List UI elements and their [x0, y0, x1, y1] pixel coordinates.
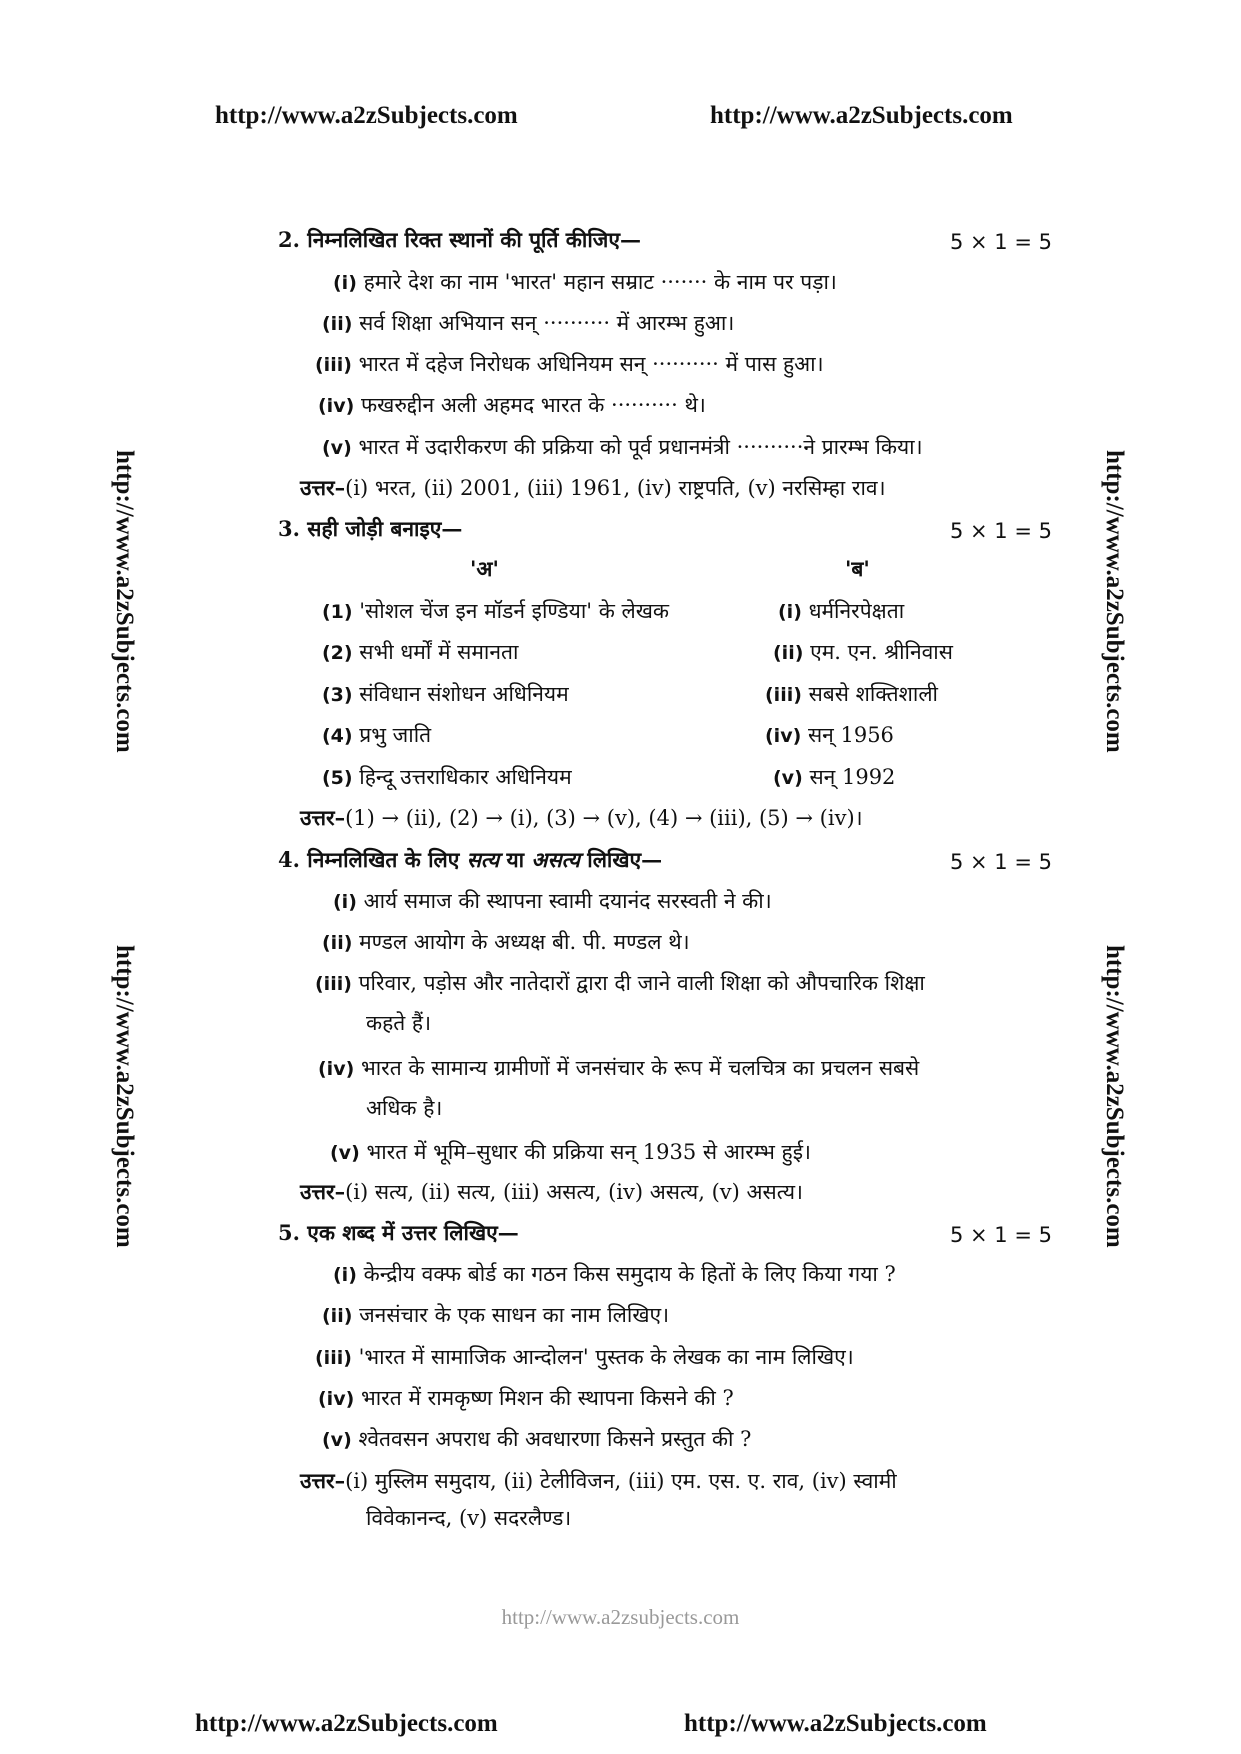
q5-marks: 5 × 1 = 5: [950, 1223, 1052, 1247]
q3-left-num: (3): [322, 684, 353, 706]
q4-item-text: भारत में भूमि–सुधार की प्रक्रिया सन् 1935 से आरम्भ हुई।: [366, 1140, 811, 1164]
q2-item: [315, 349, 824, 380]
q4-item-text: आर्य समाज की स्थापना स्वामी दयानंद सरस्वती ने की।: [363, 889, 772, 913]
q4-item: [322, 927, 690, 958]
q3-answer-text: (1) → (ii), (2) → (i), (3) → (v), (4) → (iii), (5) → (iv)।: [345, 806, 863, 830]
footer-url-right[interactable]: http://www.a2zSubjects.com: [684, 1710, 987, 1737]
q2-item-num: (iii): [315, 354, 352, 376]
q3-right-text: एम. एन. श्रीनिवास: [810, 640, 953, 664]
q5-item-num: (iv): [318, 1388, 355, 1410]
q5-title: [278, 1218, 519, 1248]
q5-item: [322, 1424, 751, 1455]
q2-item: [322, 432, 923, 463]
q3-right-num: (iii): [765, 684, 802, 706]
q3-left-num: (5): [322, 767, 353, 789]
q3-left-text: सभी धर्मों में समानता: [359, 640, 519, 664]
side-url-left-bottom[interactable]: http://www.a2zSubjects.com: [111, 945, 138, 1248]
q3-left-item: [322, 637, 518, 668]
q2-item-text: हमारे देश का नाम 'भारत' महान सम्राट ······· के नाम पर पड़ा।: [363, 270, 837, 294]
q3-left-item: [322, 762, 572, 793]
q3-left-num: (1): [322, 601, 353, 623]
column-a-heading: 'अ': [470, 556, 499, 581]
q2-marks: 5 × 1 = 5: [950, 230, 1052, 254]
answer-label: उत्तर–: [300, 475, 346, 500]
q4-title: [278, 845, 662, 875]
q5-number: 5.: [278, 1220, 300, 1245]
q3-right-text: धर्मनिरपेक्षता: [808, 599, 905, 623]
q4-item: [333, 886, 772, 917]
q3-left-item: [322, 679, 569, 710]
q2-item-text: भारत में दहेज निरोधक अधिनियम सन् ·········· में पास हुआ।: [358, 352, 824, 376]
q5-answer-continuation: विवेकानन्द, (v) सदरलैण्ड।: [366, 1506, 572, 1530]
q5-item-text: भारत में रामकृष्ण मिशन की स्थापना किसने की ?: [360, 1386, 734, 1410]
q5-item-text: केन्द्रीय वक्फ बोर्ड का गठन किस समुदाय के हितों के लिए किया गया ?: [363, 1262, 896, 1286]
q4-marks: 5 × 1 = 5: [950, 850, 1052, 874]
q3-left-item: [322, 596, 669, 627]
q3-left-num: (4): [322, 725, 353, 747]
answer-label: उत्तर–: [300, 1179, 346, 1204]
q2-item-num: (v): [322, 437, 352, 459]
q5-item-num: (ii): [322, 1305, 353, 1327]
q3-right-item: [773, 762, 895, 793]
side-url-right-top[interactable]: http://www.a2zSubjects.com: [1101, 450, 1128, 753]
q2-title: [278, 225, 641, 255]
q3-title: [278, 514, 462, 544]
q2-item: [322, 308, 734, 339]
q4-item-num: (i): [333, 891, 357, 913]
q5-item: [315, 1342, 854, 1373]
q5-answer-text: (i) मुस्लिम समुदाय, (ii) टेलीविजन, (iii) एम. एस. ए. राव, (iv) स्वामी: [345, 1469, 897, 1493]
answer-label: उत्तर–: [300, 805, 346, 830]
q2-item: [333, 267, 837, 298]
q2-item-text: फखरुद्दीन अली अहमद भारत के ·········· थे।: [360, 393, 706, 417]
q4-number: 4.: [278, 847, 300, 872]
q3-right-num: (v): [773, 767, 803, 789]
q4-item-text: मण्डल आयोग के अध्यक्ष बी. पी. मण्डल थे।: [359, 930, 690, 954]
q3-right-text: सन् 1992: [809, 765, 896, 789]
q2-title-text: निम्नलिखित रिक्त स्थानों की पूर्ति कीजिए—: [307, 227, 641, 252]
q2-item-num: (ii): [322, 313, 353, 335]
q3-marks: 5 × 1 = 5: [950, 519, 1052, 543]
q3-left-text: संविधान संशोधन अधिनियम: [359, 682, 569, 706]
q4-item-num: (v): [330, 1142, 360, 1164]
q4-item: [315, 968, 925, 999]
q2-answer-text: (i) भरत, (ii) 2001, (iii) 1961, (iv) राष्ट्रपति, (v) नरसिम्हा राव।: [345, 476, 886, 500]
q3-answer: [300, 803, 863, 833]
q2-item-num: (iv): [318, 395, 355, 417]
q5-item-num: (iii): [315, 1347, 352, 1369]
q3-left-text: प्रभु जाति: [359, 723, 432, 747]
q3-right-item: [778, 596, 904, 627]
q4-title-part: या: [499, 847, 532, 872]
q5-item-text: 'भारत में सामाजिक आन्दोलन' पुस्तक के लेखक का नाम लिखिए।: [358, 1345, 854, 1369]
q3-number: 3.: [278, 516, 300, 541]
q4-item-num: (iii): [315, 973, 352, 995]
q4-item-num: (iv): [318, 1058, 355, 1080]
q3-right-num: (iv): [765, 725, 802, 747]
side-url-left-top[interactable]: http://www.a2zSubjects.com: [111, 450, 138, 753]
q2-answer: [300, 473, 886, 503]
q4-item-continuation: अधिक है।: [366, 1096, 443, 1120]
q2-item-num: (i): [333, 272, 357, 294]
q4-item-continuation: कहते हैं।: [366, 1011, 432, 1035]
q2-item-text: सर्व शिक्षा अभियान सन् ·········· में आरम्भ हुआ।: [359, 311, 735, 335]
q2-item-text: भारत में उदारीकरण की प्रक्रिया को पूर्व प्रधानमंत्री ··········ने प्रारम्भ किया।: [358, 435, 923, 459]
side-url-right-bottom[interactable]: http://www.a2zSubjects.com: [1101, 945, 1128, 1248]
q4-title-true: सत्य: [466, 847, 500, 872]
watermark-url: http://www.a2zsubjects.com: [501, 1605, 740, 1629]
header-url-left[interactable]: http://www.a2zSubjects.com: [215, 102, 518, 129]
q5-item-num: (i): [333, 1264, 357, 1286]
q3-left-item: [322, 720, 431, 751]
q5-item: [318, 1383, 734, 1414]
q5-item-text: श्वेतवसन अपराध की अवधारणा किसने प्रस्तुत की ?: [358, 1427, 752, 1451]
q5-item: [333, 1259, 896, 1290]
q4-answer-text: (i) सत्य, (ii) सत्य, (iii) असत्य, (iv) असत्य, (v) असत्य।: [345, 1180, 803, 1204]
q3-left-text: हिन्दू उत्तराधिकार अधिनियम: [359, 765, 572, 789]
q2-item: [318, 390, 706, 421]
q2-number: 2.: [278, 227, 300, 252]
column-b-heading: 'ब': [845, 556, 870, 581]
q5-title-text: एक शब्द में उत्तर लिखिए—: [307, 1220, 519, 1245]
q4-title-part: निम्नलिखित के लिए: [307, 847, 467, 872]
q4-item-text: परिवार, पड़ोस और नातेदारों द्वारा दी जाने वाली शिक्षा को औपचारिक शिक्षा: [358, 971, 925, 995]
q4-item-num: (ii): [322, 932, 353, 954]
q3-right-item: [765, 679, 938, 710]
q4-item: [330, 1137, 811, 1168]
q3-right-item: [765, 720, 894, 751]
q5-answer: [300, 1466, 897, 1496]
header-url-right[interactable]: http://www.a2zSubjects.com: [710, 102, 1013, 129]
q3-right-text: सबसे शक्तिशाली: [808, 682, 938, 706]
q4-item: [318, 1053, 919, 1084]
q3-title-text: सही जोड़ी बनाइए—: [307, 516, 463, 541]
q5-item: [322, 1300, 669, 1331]
q3-left-text: 'सोशल चेंज इन मॉडर्न इण्डिया' के लेखक: [359, 599, 670, 623]
answer-label: उत्तर–: [300, 1468, 346, 1493]
q3-right-num: (ii): [773, 642, 804, 664]
q3-left-num: (2): [322, 642, 353, 664]
q4-item-text: भारत के सामान्य ग्रामीणों में जनसंचार के रूप में चलचित्र का प्रचलन सबसे: [360, 1056, 920, 1080]
q4-answer: [300, 1177, 803, 1207]
q5-item-text: जनसंचार के एक साधन का नाम लिखिए।: [359, 1303, 670, 1327]
q3-right-text: सन् 1956: [807, 723, 894, 747]
q4-title-part: लिखिए—: [579, 847, 663, 872]
q4-title-false: असत्य: [531, 847, 580, 872]
q3-right-num: (i): [778, 601, 802, 623]
q3-right-item: [773, 637, 953, 668]
q5-item-num: (v): [322, 1429, 352, 1451]
footer-url-left[interactable]: http://www.a2zSubjects.com: [195, 1710, 498, 1737]
